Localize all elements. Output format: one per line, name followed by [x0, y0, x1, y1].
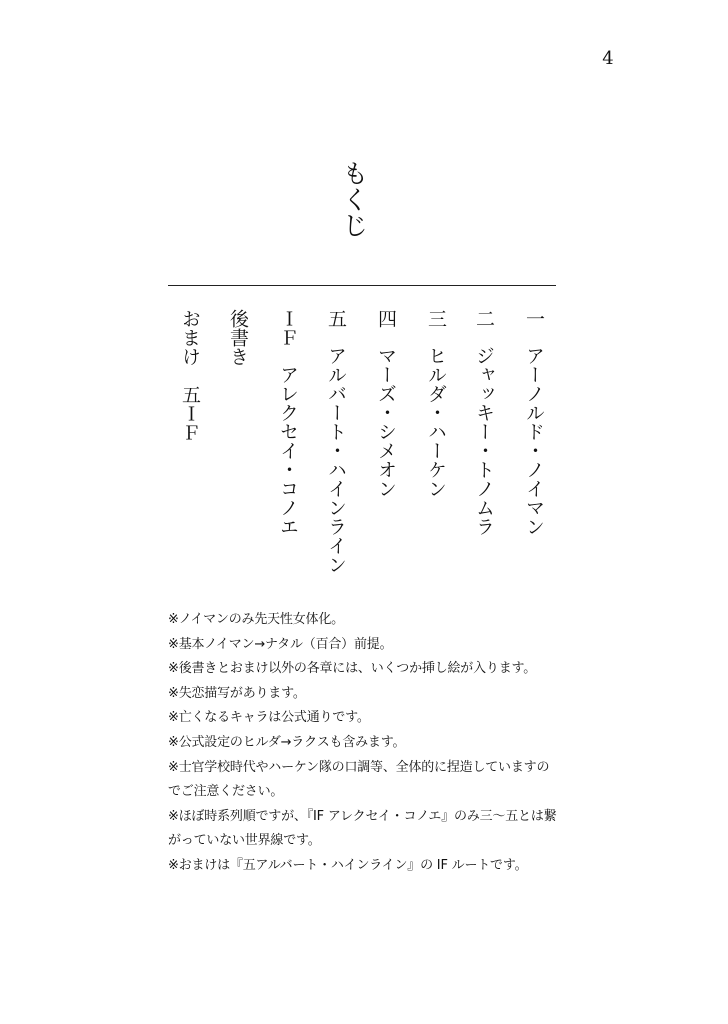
- note-line: ※士官学校時代やハーケン隊の口調等、全体的に捏造していますのでご注意ください。: [168, 759, 550, 800]
- toc-entry-title: アルバート・ハインライン: [325, 346, 347, 574]
- note-line: ※基本ノイマン→ナタル（百合）前提。: [168, 636, 393, 652]
- toc-entry-title: マーズ・シメオン: [375, 346, 397, 498]
- note-line: ※ノイマンのみ先天性女体化。: [168, 612, 344, 627]
- note-line: ※後書きとおまけ以外の各章には、いくつか挿し絵が入ります。: [168, 661, 537, 677]
- toc-entry-title: 後書き: [227, 309, 249, 366]
- note-line: ※おまけは『五アルバート・ハインライン』の IF ルートです。: [168, 857, 528, 873]
- note-line: ※公式設定のヒルダ→ラクスも含みます。: [168, 734, 406, 750]
- toc-entry-7: [224, 309, 252, 366]
- toc-entry-title: ジャッキー・トノムラ: [473, 346, 495, 536]
- toc-entry-title: アーノルド・ノイマン: [523, 346, 545, 536]
- toc-entry-1: [520, 309, 548, 536]
- note-line: ※ほぼ時系列順ですが、『IF アレクセイ・コノエ』のみ三～五とは繋がっていない世界線です。: [168, 808, 557, 849]
- toc-entry-8: [176, 309, 204, 442]
- note-line: ※失恋描写があります。: [168, 685, 306, 701]
- toc-entry-number: 三: [425, 309, 447, 328]
- page-number: 4: [602, 48, 614, 69]
- toc-entry-2: [470, 309, 498, 536]
- toc-entry-title: アレクセイ・コノエ: [277, 365, 299, 536]
- toc-entry-number: 五: [325, 309, 347, 328]
- toc-title: もくじ: [338, 160, 368, 238]
- toc-entry-number: 四: [375, 309, 397, 328]
- toc-entry-number: 二: [473, 309, 495, 328]
- toc-entry-4: [372, 309, 400, 498]
- toc-entry-title: ヒルダ・ハーケン: [425, 346, 447, 498]
- toc-divider: [168, 285, 556, 286]
- toc-entry-6: [274, 309, 302, 536]
- note-line: ※亡くなるキャラは公式通りです。: [168, 710, 370, 726]
- notes-block: [168, 608, 568, 879]
- toc-list: [176, 309, 556, 589]
- toc-entry-5: [322, 309, 350, 574]
- toc-entry-number: ＩＦ: [277, 309, 299, 347]
- toc-entry-3: [422, 309, 450, 498]
- toc-entry-number: 一: [523, 309, 545, 328]
- toc-entry-title: おまけ 五ＩＦ: [179, 309, 201, 442]
